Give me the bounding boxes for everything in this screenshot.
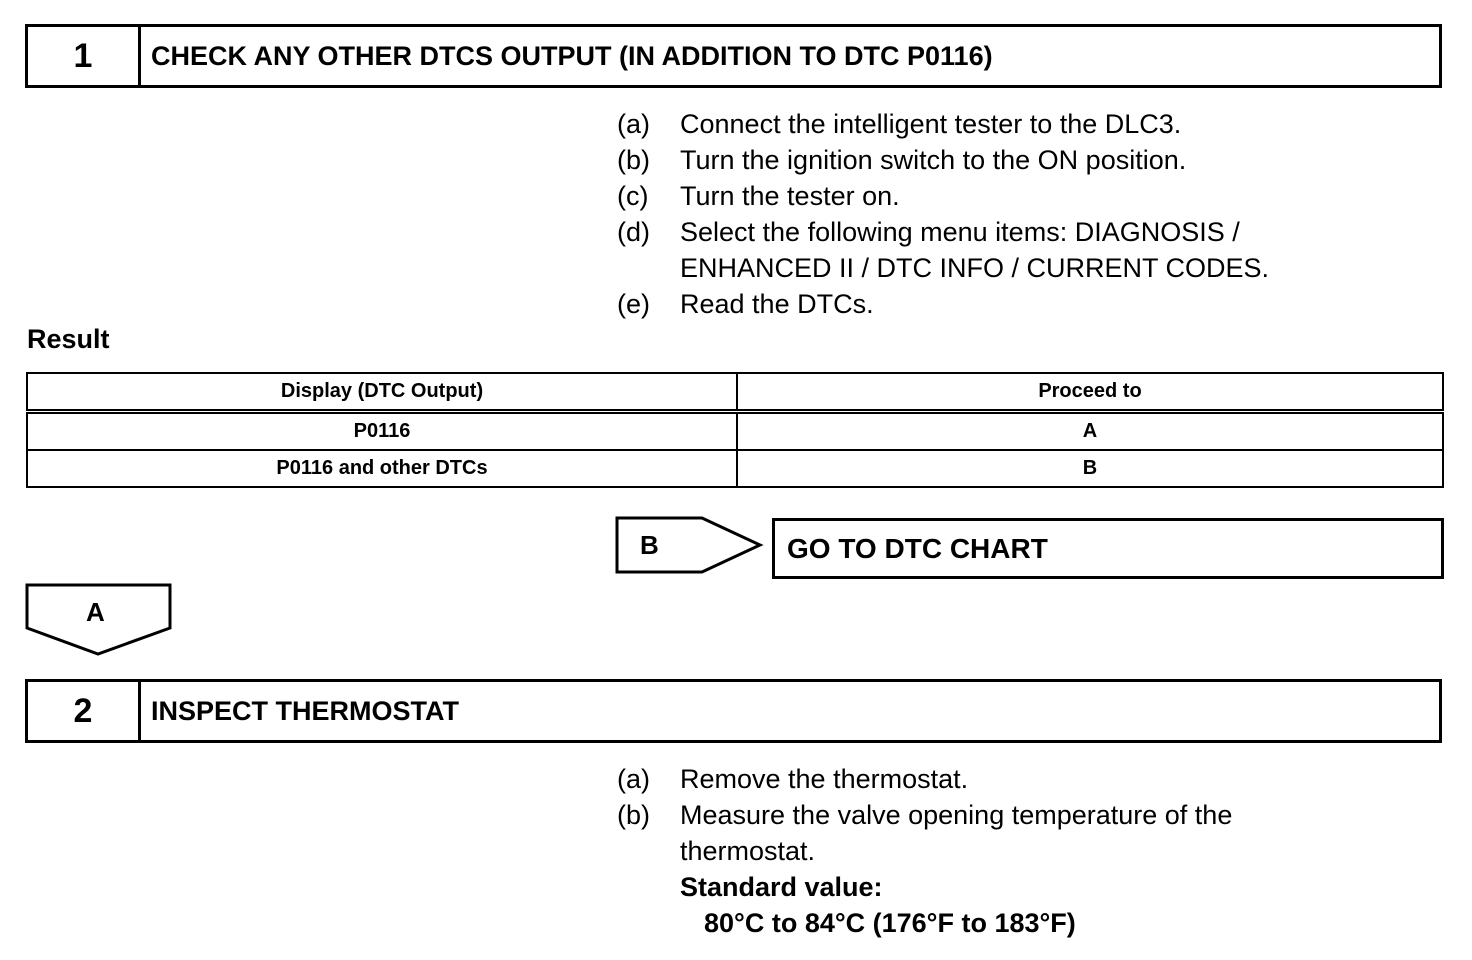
step-2-title: INSPECT THERMOSTAT bbox=[151, 695, 459, 726]
table-header-row bbox=[27, 373, 1443, 412]
instruction-item bbox=[617, 142, 1377, 178]
instruction-text: Remove the thermostat. bbox=[680, 764, 969, 794]
standard-value: 80°C to 84°C (176°F to 183°F) bbox=[704, 908, 1076, 938]
branch-b-label: B bbox=[640, 530, 659, 560]
instruction-item bbox=[617, 286, 1377, 322]
step-1-title: CHECK ANY OTHER DTCS OUTPUT (IN ADDITION TO DTC P0116) bbox=[151, 40, 993, 71]
table-cell: P0116 and other DTCs bbox=[27, 450, 737, 487]
step-2-header bbox=[25, 679, 1442, 743]
table-row bbox=[27, 412, 1443, 451]
instruction-item bbox=[617, 797, 1337, 869]
branch-b-arrow-icon bbox=[614, 515, 766, 577]
step-2-number: 2 bbox=[28, 682, 141, 740]
instruction-text: Connect the intelligent tester to the DLC3. bbox=[680, 109, 1182, 139]
instruction-text: Turn the tester on. bbox=[680, 181, 900, 211]
table-cell: B bbox=[737, 450, 1443, 487]
standard-value-label: Standard value: bbox=[680, 872, 883, 902]
instruction-item bbox=[617, 106, 1377, 142]
step-1-instructions bbox=[617, 106, 1377, 322]
table-row bbox=[27, 450, 1443, 487]
instruction-text: Turn the ignition switch to the ON position. bbox=[680, 145, 1187, 175]
instruction-label: (b) bbox=[617, 800, 650, 830]
instruction-label: (e) bbox=[617, 289, 650, 319]
instruction-label: (a) bbox=[617, 109, 650, 139]
instruction-text: Select the following menu items: DIAGNOSIS / ENHANCED II / DTC INFO / CURRENT CODES. bbox=[680, 217, 1270, 283]
instruction-text: Measure the valve opening temperature of the thermostat. bbox=[680, 800, 1233, 866]
table-cell: A bbox=[737, 412, 1443, 451]
instruction-label: (a) bbox=[617, 764, 650, 794]
standard-value-block bbox=[617, 869, 1337, 941]
column-header-proceed: Proceed to bbox=[737, 373, 1443, 412]
table-cell: P0116 bbox=[27, 412, 737, 451]
instruction-item bbox=[617, 178, 1377, 214]
instruction-label: (b) bbox=[617, 145, 650, 175]
column-header-display: Display (DTC Output) bbox=[27, 373, 737, 412]
step-1-header bbox=[25, 24, 1442, 88]
instruction-label: (d) bbox=[617, 217, 650, 247]
result-table bbox=[26, 372, 1444, 488]
instruction-text: Read the DTCs. bbox=[680, 289, 874, 319]
instruction-item bbox=[617, 214, 1377, 286]
instruction-item bbox=[617, 761, 1337, 797]
result-label: Result bbox=[27, 324, 110, 354]
instruction-label: (c) bbox=[617, 181, 649, 211]
go-to-dtc-chart-box: GO TO DTC CHART bbox=[772, 518, 1444, 579]
branch-a-label: A bbox=[86, 597, 105, 627]
step-2-instructions bbox=[617, 761, 1337, 941]
step-1-number: 1 bbox=[28, 27, 141, 85]
